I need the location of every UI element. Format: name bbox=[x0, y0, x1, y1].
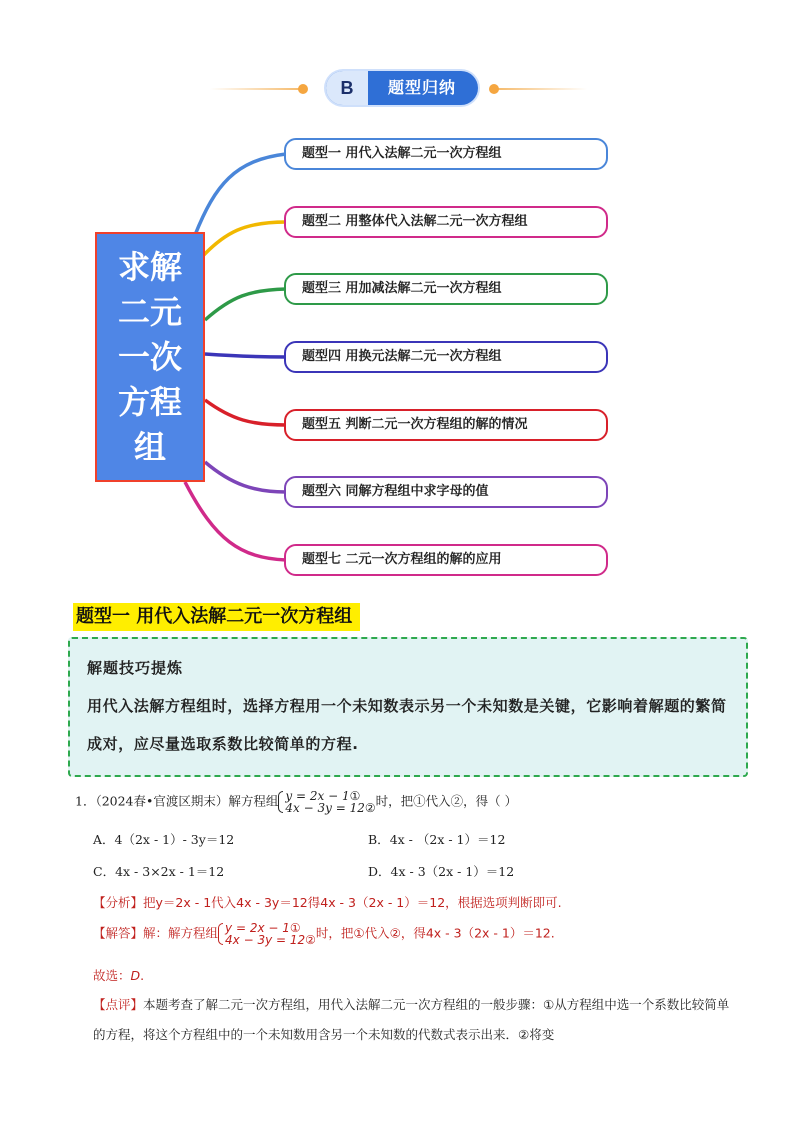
comment-tag: 【点评】 bbox=[93, 997, 144, 1012]
answer-mark2: ② bbox=[305, 933, 316, 947]
answer-choice: D bbox=[130, 968, 141, 983]
answer-eq2: 4x − 3y = 12 bbox=[225, 933, 306, 947]
option-a-text: 4（2x - 1）- 3y＝12 bbox=[114, 832, 235, 847]
answer-line bbox=[93, 922, 555, 946]
option-d-label: D． bbox=[368, 864, 391, 879]
tips-body: 用代入法解方程组时，选择方程用一个未知数表示另一个未知数是关键，它影响着解题的繁简成对，应尽量选取系数比较简单的方程. bbox=[87, 697, 727, 753]
tips-box bbox=[68, 637, 748, 777]
question-number: 1． bbox=[75, 793, 96, 809]
mindmap-center: 求解二元一次方程组 bbox=[95, 232, 205, 482]
branch-7[interactable]: 题型七 二元一次方程组的解的应用 bbox=[284, 544, 608, 576]
question-mark1: ① bbox=[349, 789, 361, 803]
connector-3 bbox=[205, 289, 286, 320]
answer-suffix: 时，把①代入②，得4x - 3（2x - 1）＝12. bbox=[315, 925, 555, 941]
connector-5 bbox=[205, 400, 286, 425]
option-c-text: 4x - 3×2x - 1＝12 bbox=[115, 864, 225, 879]
branch-3[interactable]: 题型三 用加减法解二元一次方程组 bbox=[284, 273, 608, 305]
comment-text: 本题考查了解二元一次方程组，用代入法解二元一次方程组的一般步骤：①从方程组中选一个系数比较简单的方程，将这个方程组中的一个未知数用含另一个未知数的代数式表示出来．②将变 bbox=[93, 997, 730, 1042]
answer-system bbox=[218, 922, 316, 946]
option-b-label: B． bbox=[368, 832, 390, 847]
section-title: 题型一 用代入法解二元一次方程组 bbox=[73, 603, 360, 631]
question-eq2: 4x − 3y = 12 bbox=[285, 801, 365, 815]
answer-choice-line bbox=[93, 966, 144, 984]
option-b[interactable] bbox=[368, 830, 505, 848]
analysis-line bbox=[93, 893, 562, 911]
option-c-label: C． bbox=[93, 864, 116, 879]
branch-4[interactable]: 题型四 用换元法解二元一次方程组 bbox=[284, 341, 608, 373]
tips-title: 解题技巧提炼 bbox=[87, 659, 184, 677]
option-a[interactable] bbox=[93, 830, 234, 848]
question-source: （2024春•官渡区期末）解方程组 bbox=[95, 793, 279, 809]
answer-choice-prefix: 故选： bbox=[93, 968, 131, 983]
question-system bbox=[278, 790, 375, 814]
header-title: 题型归纳 bbox=[387, 78, 456, 97]
question-eq1: y = 2x − 1 bbox=[285, 789, 350, 803]
header-letter: B bbox=[326, 71, 368, 105]
branch-1[interactable]: 题型一 用代入法解二元一次方程组 bbox=[284, 138, 608, 170]
option-c[interactable] bbox=[93, 862, 224, 880]
question-after: 时，把①代入②，得（ ） bbox=[375, 793, 518, 809]
option-a-label: A． bbox=[93, 832, 115, 847]
connector-6 bbox=[205, 462, 286, 492]
analysis-text: 把y＝2x - 1代入4x - 3y＝12得4x - 3（2x - 1）＝12，根据选项判断即可. bbox=[143, 895, 562, 910]
question-mark2: ② bbox=[364, 801, 376, 815]
branch-6[interactable]: 题型六 同解方程组中求字母的值 bbox=[284, 476, 608, 508]
comment-block bbox=[93, 990, 733, 1050]
answer-mark1: ① bbox=[289, 921, 301, 935]
answer-tag: 【解答】 bbox=[93, 925, 144, 941]
connector-7 bbox=[185, 482, 286, 560]
analysis-tag: 【分析】 bbox=[93, 895, 144, 910]
connector-2 bbox=[201, 222, 286, 258]
option-d-text: 4x - 3（2x - 1）＝12 bbox=[390, 864, 515, 879]
question-line bbox=[75, 790, 517, 814]
option-b-text: 4x - （2x - 1）＝12 bbox=[389, 832, 506, 847]
answer-eq1: y = 2x − 1 bbox=[225, 921, 290, 935]
branch-2[interactable]: 题型二 用整体代入法解二元一次方程组 bbox=[284, 206, 608, 238]
branch-5[interactable]: 题型五 判断二元一次方程组的解的情况 bbox=[284, 409, 608, 441]
answer-choice-suffix: . bbox=[140, 968, 145, 983]
option-d[interactable] bbox=[368, 862, 514, 880]
answer-prefix: 解：解方程组 bbox=[143, 925, 219, 941]
connector-4 bbox=[205, 354, 286, 357]
